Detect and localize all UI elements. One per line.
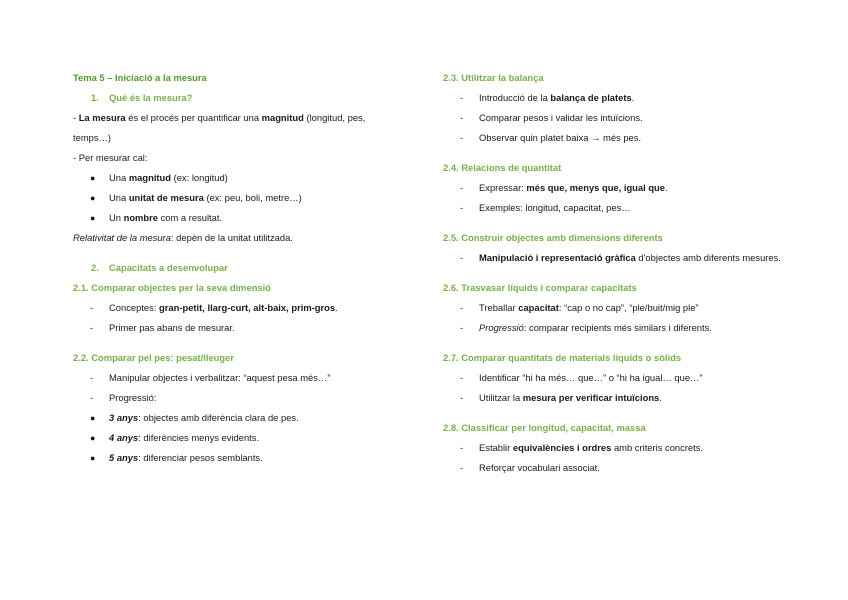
item-bold: Manipulació i representació gràfica xyxy=(479,252,636,263)
document-title: Tema 5 – Iniciació a la mesura xyxy=(73,72,207,83)
bullet-marker: ● xyxy=(90,453,96,463)
intro-paragraph xyxy=(73,108,391,148)
section-1-heading xyxy=(73,88,391,108)
item-text: Identificar “hi ha més… que…” o “hi ha igual… que…” xyxy=(479,372,703,383)
dash-marker: - xyxy=(460,183,463,193)
item-bold: mesura per verificar intuïcions xyxy=(522,392,660,403)
item-text: Comparar pesos i validar les intuïcions. xyxy=(479,112,643,123)
item-text: Primer pas abans de mesurar. xyxy=(109,322,235,333)
item-text: Manipular objectes i verbalitzar: “aquest pesa més…” xyxy=(109,372,331,383)
section-2-6-heading: 2.6. Trasvasar líquids i comparar capacitats xyxy=(443,282,637,293)
item-text: amb criteris concrets. xyxy=(611,442,704,453)
list-item xyxy=(443,178,783,198)
intro-text-end: (longitud, pes, temps…) xyxy=(73,112,366,143)
dash-marker: - xyxy=(90,373,93,383)
item-text: Observar quin platet baixa → més pes. xyxy=(479,132,642,143)
dash-marker: - xyxy=(460,443,463,453)
section-2-8-heading: 2.8. Classificar per longitud, capacitat, massa xyxy=(443,422,646,433)
age-bullet-item xyxy=(73,408,391,428)
section-2-heading xyxy=(73,258,391,278)
item-text: . xyxy=(665,182,668,193)
age-bullet-item xyxy=(73,448,391,468)
bullet-marker: ● xyxy=(90,213,96,223)
section-2-title: Capacitats a desenvolupar xyxy=(109,262,228,273)
bullet-text: com a resultat. xyxy=(157,212,223,223)
dash-marker: - xyxy=(90,393,93,403)
item-bold: gran-petit, llarg-curt, alt-baix, prim-gros xyxy=(159,302,336,313)
item-bold: capacitat xyxy=(518,302,559,313)
list-item xyxy=(443,318,783,338)
item-text: Progressió: xyxy=(109,392,157,403)
bullet-text: Una xyxy=(109,172,129,183)
item-text: Utilitzar la xyxy=(479,392,523,403)
left-column xyxy=(73,68,391,468)
bullet-bold: nombre xyxy=(123,212,158,223)
item-text: d'objectes amb diferents mesures. xyxy=(635,252,781,263)
list-item xyxy=(443,248,783,268)
item-bold: balança de platets xyxy=(550,92,632,103)
relativitat-line xyxy=(73,228,391,248)
item-text: Treballar xyxy=(479,302,519,313)
right-column xyxy=(443,68,783,478)
list-item xyxy=(443,368,783,388)
section-2-1-heading: 2.1. Comparar objectes per la seva dimensió xyxy=(73,282,272,293)
age-label: 3 anys xyxy=(109,412,139,423)
bullet-marker: ● xyxy=(90,413,96,423)
dash-marker: - xyxy=(460,463,463,473)
dash-marker: - xyxy=(460,253,463,263)
dash-marker: - xyxy=(460,303,463,313)
section-2-7-heading: 2.7. Comparar quantitats de materials líquids o sòlids xyxy=(443,352,682,363)
age-text: : diferenciar pesos semblants. xyxy=(138,452,263,463)
age-bullet-item xyxy=(73,428,391,448)
list-item xyxy=(443,388,783,408)
age-label: 5 anys xyxy=(109,452,139,463)
dash-marker: - xyxy=(460,393,463,403)
item-text: . xyxy=(631,92,635,103)
item-text: . xyxy=(335,302,338,313)
bullet-bold: magnitud xyxy=(128,172,171,183)
section-2-4-heading: 2.4. Relacions de quantitat xyxy=(443,162,562,173)
item-text: Introducció de la xyxy=(479,92,551,103)
per-mesurar-line: - Per mesurar cal: xyxy=(73,152,148,163)
bullet-item xyxy=(73,168,391,188)
section-1-number: 1. xyxy=(91,92,99,103)
item-text: Establir xyxy=(479,442,513,453)
bullet-item xyxy=(73,208,391,228)
item-text: Reforçar vocabulari associat. xyxy=(479,462,600,473)
bullet-marker: ● xyxy=(90,433,96,443)
dash-marker: - xyxy=(460,113,463,123)
dash-marker: - xyxy=(460,93,463,103)
intro-bold-magnitud: magnitud xyxy=(261,112,304,123)
dash-marker: - xyxy=(460,203,463,213)
item-italic: Progressió xyxy=(479,322,524,333)
section-1-title: Què és la mesura? xyxy=(109,92,193,103)
section-2-5-heading: 2.5. Construir objectes amb dimensions diferents xyxy=(443,232,663,243)
section-2-3-heading: 2.3. Utilitzar la balança xyxy=(443,72,544,83)
relativitat-italic: Relativitat de la mesura xyxy=(73,232,171,243)
item-text: Expressar: xyxy=(479,182,527,193)
section-2-number: 2. xyxy=(91,262,99,273)
item-bold: equivalències i ordres xyxy=(512,442,612,453)
bullet-text: Una xyxy=(109,192,129,203)
bullet-marker: ● xyxy=(90,173,96,183)
list-item xyxy=(73,318,391,338)
dash-marker: - xyxy=(460,373,463,383)
intro-text: és el procés per quantificar una xyxy=(125,112,262,123)
bullet-marker: ● xyxy=(90,193,96,203)
list-item xyxy=(443,298,783,318)
dash-marker: - xyxy=(90,323,93,333)
section-2-2-heading: 2.2. Comparar pel pes: pesat/lleuger xyxy=(73,352,234,363)
age-text: : diferències menys evidents. xyxy=(138,432,260,443)
bullet-text: Un xyxy=(109,212,124,223)
bullet-text: (ex: longitud) xyxy=(171,172,228,183)
age-label: 4 anys xyxy=(109,432,139,443)
dash-marker: - xyxy=(460,323,463,333)
item-bold: més que, menys que, igual que xyxy=(526,182,666,193)
intro-dash: - xyxy=(73,112,79,123)
age-text: : objectes amb diferència clara de pes. xyxy=(138,412,299,423)
list-item xyxy=(443,88,783,108)
item-text: : comparar recipients més similars i diferents. xyxy=(523,322,712,333)
list-item xyxy=(73,368,391,388)
bullet-text: (ex: peu, boli, metre…) xyxy=(203,192,302,203)
list-item xyxy=(73,388,391,408)
intro-bold-term: La mesura xyxy=(78,112,126,123)
bullet-item xyxy=(73,188,391,208)
dash-marker: - xyxy=(90,303,93,313)
relativitat-text: : depèn de la unitat utilitzada. xyxy=(170,232,293,243)
list-item xyxy=(443,128,783,148)
list-item xyxy=(443,438,783,458)
item-text: : “cap o no cap”, “ple/buit/mig ple” xyxy=(558,302,699,313)
bullet-bold: unitat de mesura xyxy=(128,192,204,203)
item-text: Exemples: longitud, capacitat, pes… xyxy=(479,202,631,213)
list-item xyxy=(73,298,391,318)
dash-marker: - xyxy=(460,133,463,143)
list-item xyxy=(443,198,783,218)
item-text: Conceptes: xyxy=(109,302,160,313)
list-item xyxy=(443,458,783,478)
list-item xyxy=(443,108,783,128)
item-text: . xyxy=(659,392,662,403)
